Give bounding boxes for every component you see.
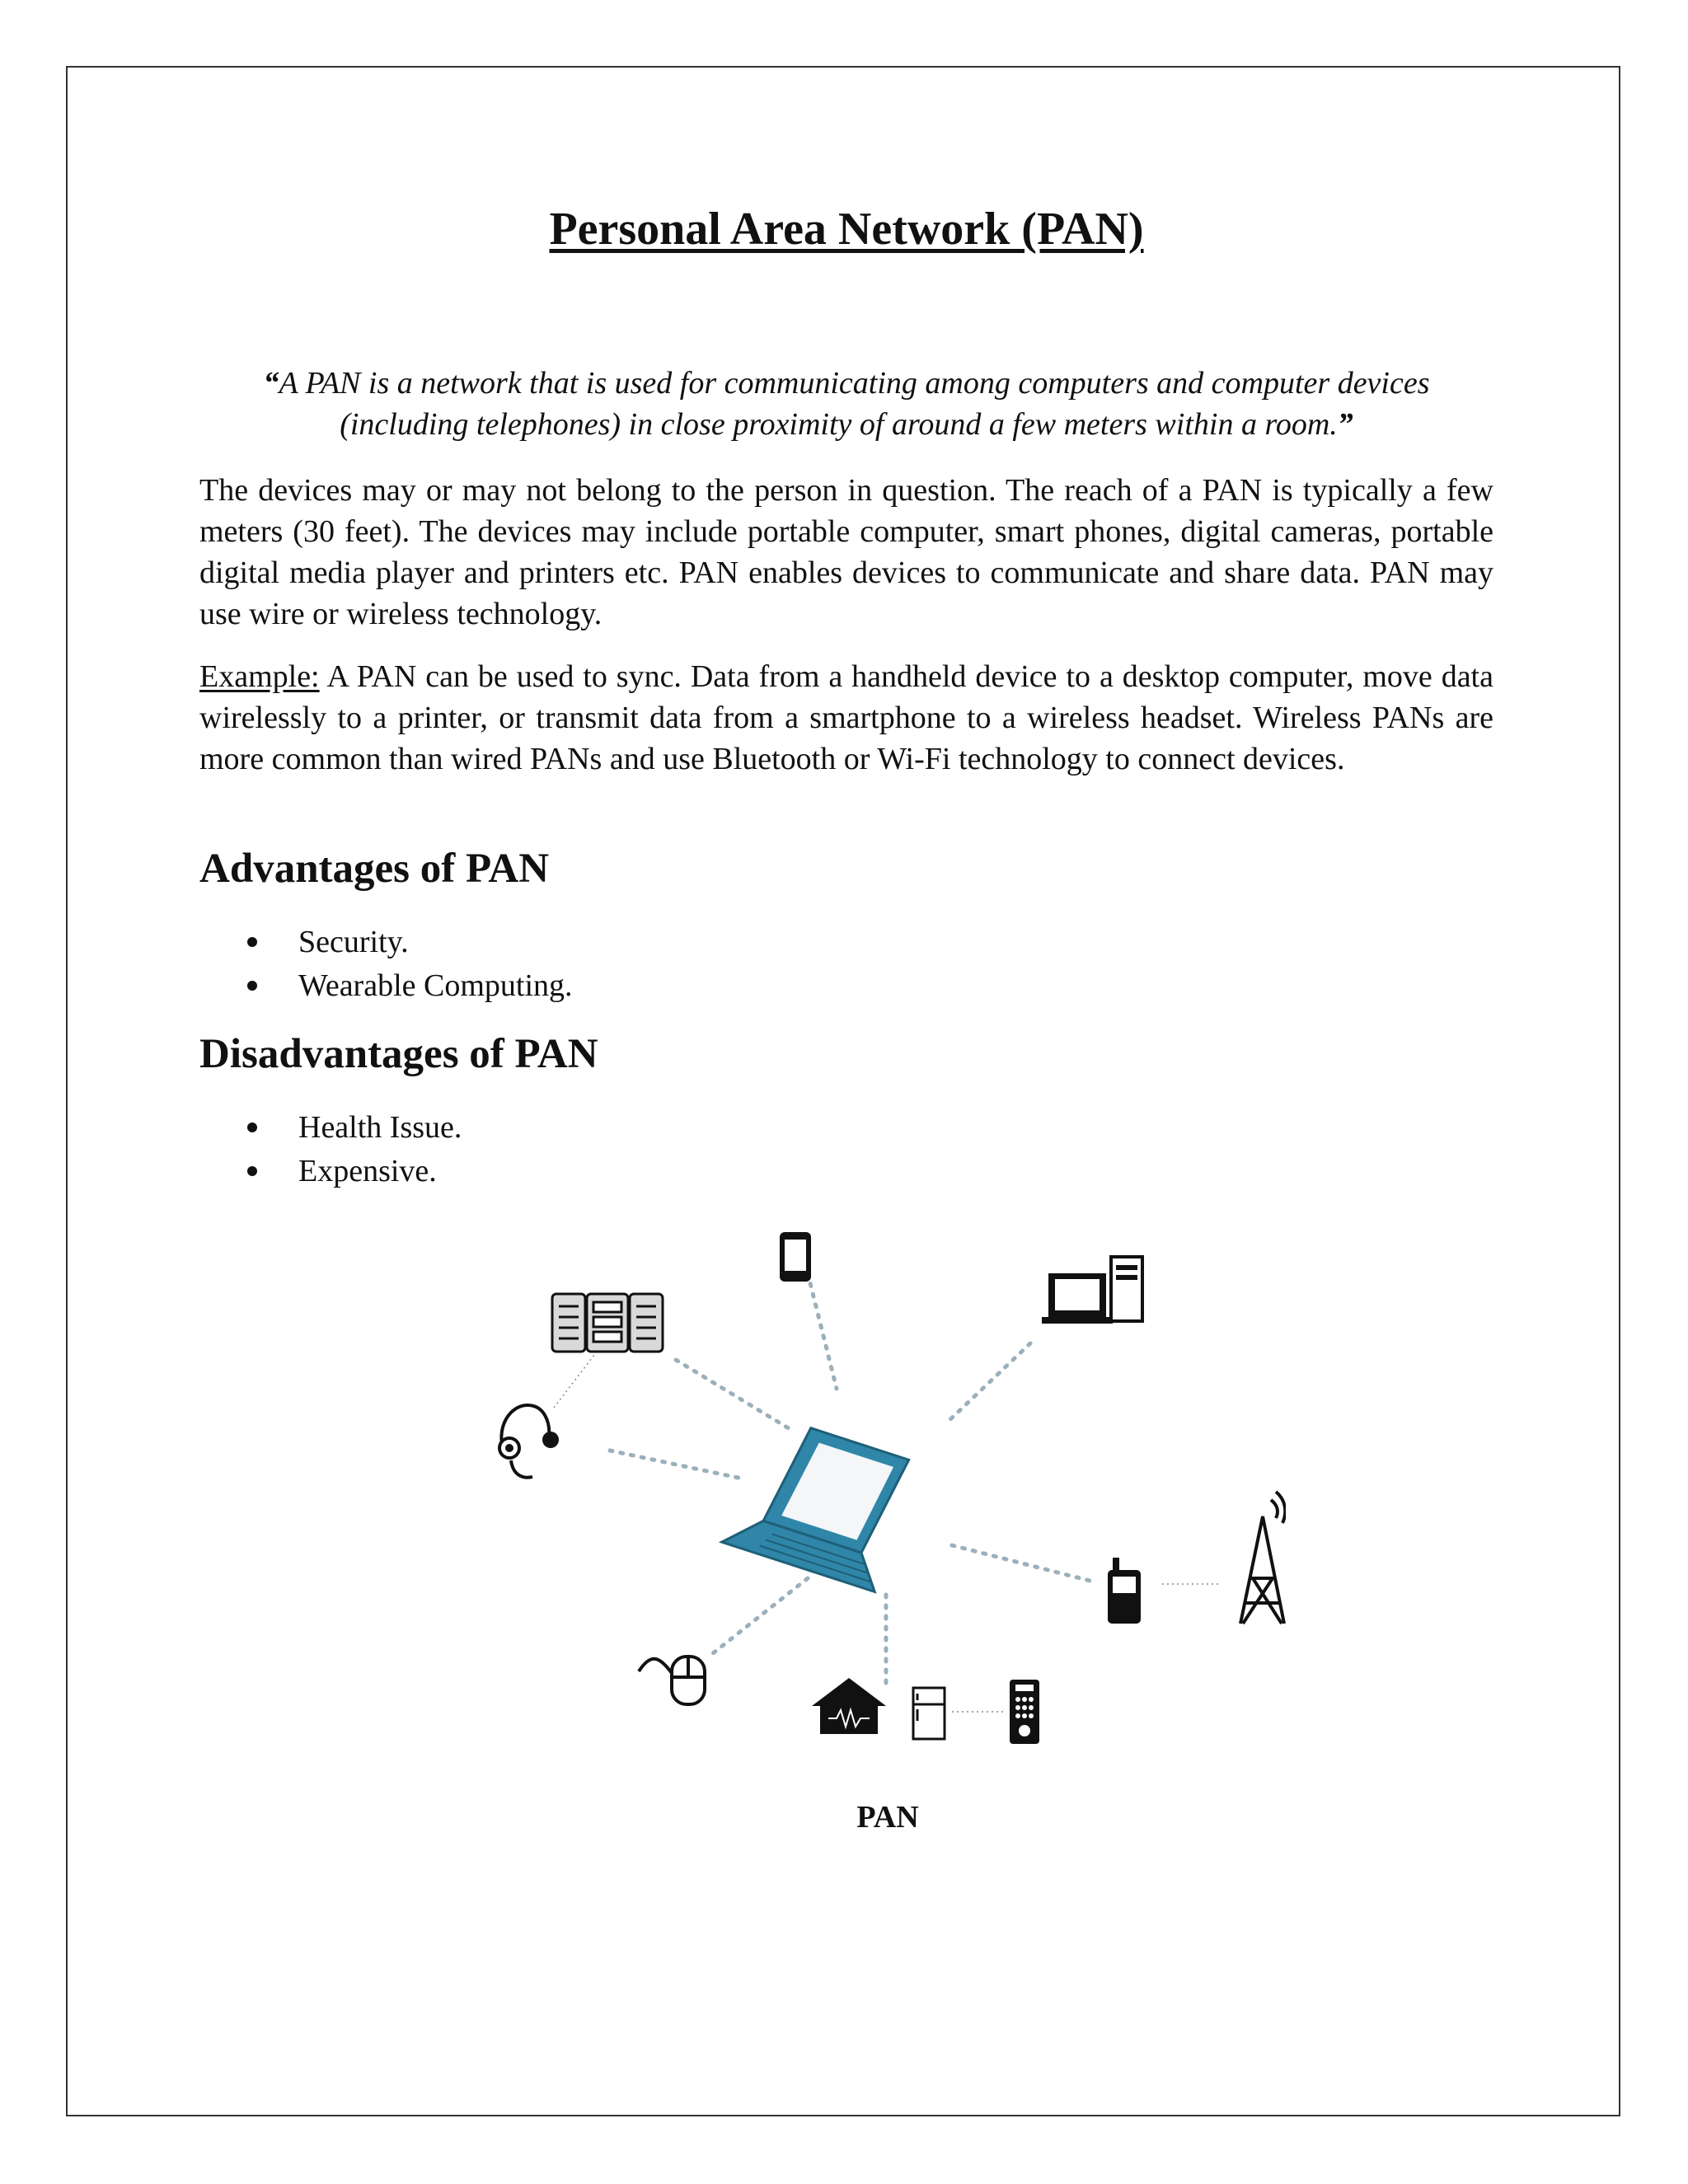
- cell-phone-icon: [1108, 1558, 1141, 1624]
- remote-control-icon: [1010, 1680, 1039, 1744]
- pan-diagram: [462, 1187, 1286, 1764]
- list-item-text: Security.: [298, 925, 409, 959]
- bullet-icon: [247, 1122, 257, 1132]
- list-item: [199, 964, 573, 1008]
- description-paragraph: The devices may or may not belong to the person in question. The reach of a PAN is typically a few meters (30 feet). The devices may include portable computer, smart phones, digital cameras, portable digital media player and printers etc. PAN enables devices to communicate and share data. PAN may use wire or wireless technology.: [199, 473, 1493, 631]
- connection-line: [709, 1578, 808, 1657]
- bullet-icon: [247, 1166, 257, 1176]
- list-item: [199, 921, 573, 964]
- thin-dotted-lines: [554, 1347, 1220, 1712]
- disadvantages-heading: Disadvantages of PAN: [199, 1031, 598, 1077]
- open-quote: “: [263, 366, 279, 401]
- desktop-computer-icon: [1042, 1257, 1142, 1324]
- example-label: Example:: [199, 659, 320, 694]
- example-paragraph: [199, 656, 1493, 780]
- page-title: Personal Area Network (PAN): [549, 204, 1144, 255]
- cell-tower-icon: [1240, 1492, 1285, 1624]
- disadvantages-list: [199, 1106, 462, 1193]
- advantages-heading: Advantages of PAN: [199, 846, 550, 892]
- bullet-icon: [247, 981, 257, 991]
- connection-line: [676, 1360, 791, 1430]
- list-item-text: Health Issue.: [298, 1110, 462, 1145]
- advantages-list: [199, 921, 573, 1008]
- list-item-text: Wearable Computing.: [298, 968, 573, 1003]
- smartphone-icon: [780, 1232, 811, 1282]
- laptop-icon: [722, 1413, 917, 1591]
- headset-icon: [499, 1405, 559, 1478]
- list-item: [199, 1150, 462, 1193]
- mouse-icon: [639, 1657, 705, 1704]
- definition-text: A PAN is a network that is used for communicating among computers and computer devices (including telephones) in close proximity of around a few meters within a room.: [279, 366, 1430, 442]
- connection-line: [948, 1343, 1030, 1422]
- list-item: [199, 1106, 462, 1150]
- close-quote: ”: [1337, 407, 1353, 442]
- server-rack-icon: [552, 1294, 663, 1352]
- definition-quote: [199, 363, 1493, 445]
- smart-home-icon: [812, 1678, 886, 1734]
- list-item-text: Expensive.: [298, 1154, 437, 1188]
- connection-line: [952, 1545, 1096, 1582]
- bullet-icon: [247, 937, 257, 947]
- figure-caption: PAN: [856, 1800, 919, 1835]
- connection-line: [610, 1451, 746, 1479]
- refrigerator-icon: [913, 1688, 945, 1739]
- example-text: A PAN can be used to sync. Data from a handheld device to a desktop computer, move data wirelessly to a printer, or transmit data from a smartphone to a wireless headset. Wireless PANs are more common than wired PANs and use Bluetooth or Wi-Fi technology to connect devices.: [199, 659, 1493, 776]
- connection-line: [808, 1273, 837, 1389]
